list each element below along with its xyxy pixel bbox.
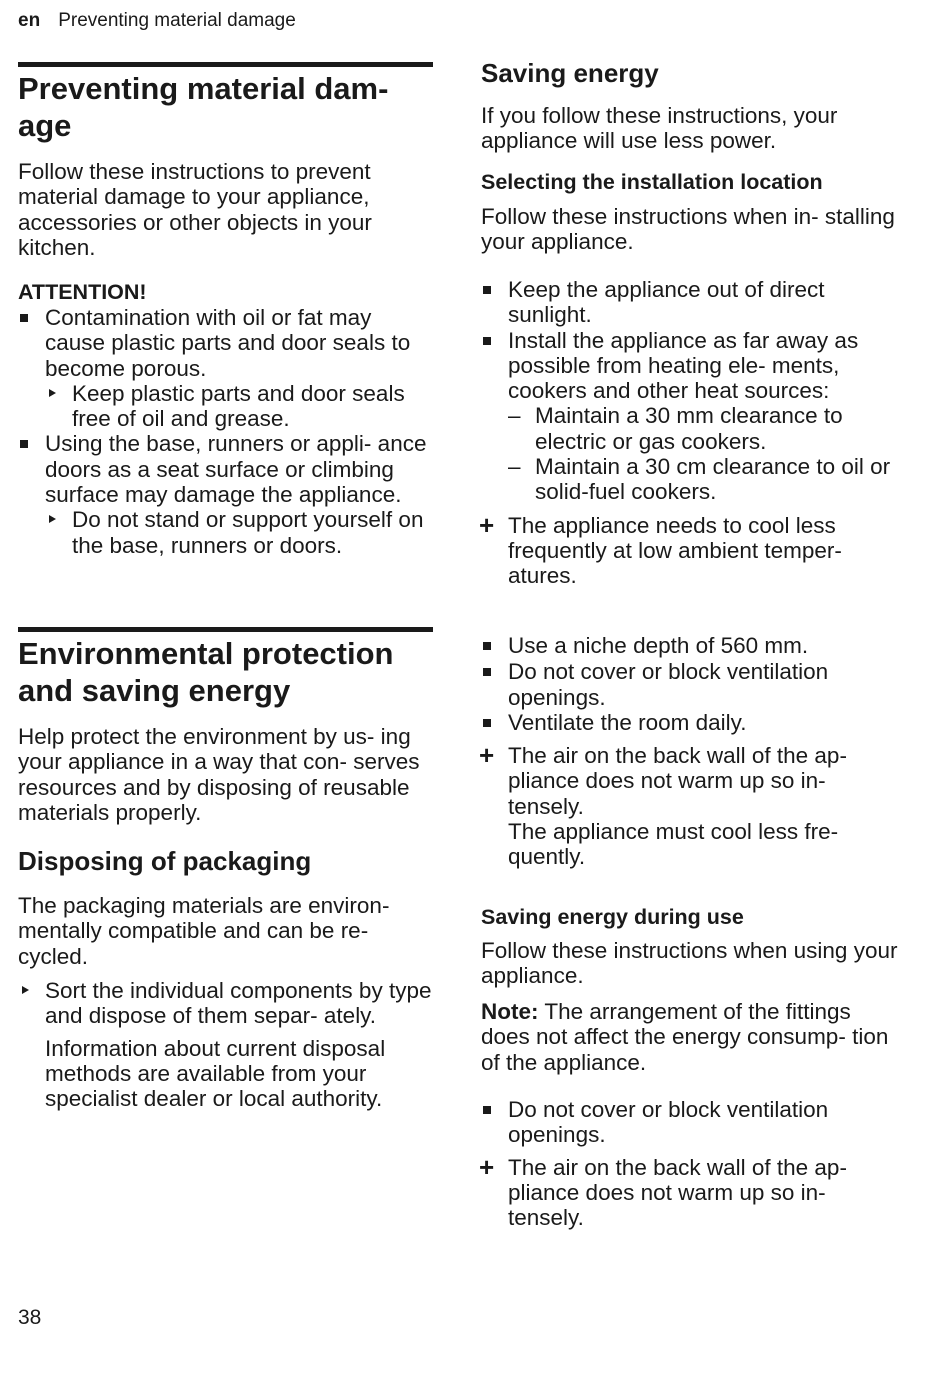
dash-item: – Maintain a 30 mm clearance to electric or gas cookers. bbox=[508, 403, 843, 454]
result-item: + The air on the back wall of the ap- pliance does not warm up so in- tensely. bbox=[479, 1151, 847, 1231]
action-item: Do not stand or support yourself on the base, runners or doors. bbox=[45, 507, 433, 558]
arrow-right-icon bbox=[22, 986, 29, 994]
section-rule bbox=[18, 627, 433, 632]
plus-icon: + bbox=[479, 509, 495, 540]
bullet-square-icon bbox=[483, 337, 491, 345]
plus-icon: + bbox=[479, 740, 495, 771]
result-item: + The appliance needs to cool less frequently at low ambient temper- atures. bbox=[479, 509, 842, 589]
note-text: The arrangement of the fittings does not affect the energy consump- tion of the appliance. bbox=[481, 999, 889, 1075]
bullet-square-icon bbox=[20, 440, 28, 448]
heading-saving-energy: Saving energy bbox=[481, 58, 659, 88]
bullet-square-icon bbox=[483, 719, 491, 727]
info-paragraph: Information about current disposal methods are available from your specialist dealer or local authority. bbox=[45, 1035, 386, 1112]
bullet-square-icon bbox=[20, 314, 28, 322]
language-code: en bbox=[18, 10, 41, 31]
dash-icon: – bbox=[508, 454, 521, 480]
bullet-square-icon bbox=[483, 642, 491, 650]
arrow-right-icon bbox=[49, 389, 56, 397]
action-item: Keep plastic parts and door seals free of oil and grease. bbox=[45, 381, 433, 432]
list-item: Ventilate the room daily. bbox=[481, 710, 901, 735]
list-item: Install the appliance as far away as possible from heating ele- ments, cookers and other heat sources: bbox=[481, 328, 901, 404]
heading-preventing-damage: Preventing material dam- age bbox=[18, 71, 389, 143]
bullet-square-icon bbox=[483, 668, 491, 676]
heading-environmental-protection: Environmental protection and saving energy bbox=[18, 636, 394, 708]
intro-disposing-packaging: The packaging materials are environ- mentally compatible and can be re- cycled. bbox=[18, 893, 390, 969]
note-label: Note: bbox=[481, 999, 539, 1024]
list-item: Keep the appliance out of direct sunlight. bbox=[481, 277, 901, 328]
bullet-square-icon bbox=[483, 286, 491, 294]
bullet-square-icon bbox=[483, 1106, 491, 1114]
heading-disposing-packaging: Disposing of packaging bbox=[18, 846, 312, 876]
dash-icon: – bbox=[508, 403, 521, 429]
result-item: + The air on the back wall of the ap- pliance does not warm up so in- tensely. bbox=[479, 740, 847, 819]
note-paragraph bbox=[481, 999, 901, 1075]
header-section: Preventing material damage bbox=[58, 10, 296, 31]
list-item: Contamination with oil or fat may cause plastic parts and door seals to become porous. bbox=[18, 305, 433, 381]
result-continuation: The appliance must cool less fre- quently. bbox=[508, 819, 839, 870]
list-item: Use a niche depth of 560 mm. bbox=[481, 633, 901, 658]
intro-saving-energy-during-use: Follow these instructions when using your appliance. bbox=[481, 938, 898, 989]
intro-preventing-damage: Follow these instructions to prevent material damage to your appliance, accessories or other objects in your kitchen. bbox=[18, 159, 372, 260]
intro-installation-location: Follow these instructions when in- stalling your appliance. bbox=[481, 204, 895, 255]
plus-icon: + bbox=[479, 1151, 495, 1182]
intro-environmental-protection: Help protect the environment by us- ing your appliance in a way that con- serves resources and by disposing of reusable materials properly. bbox=[18, 724, 420, 825]
section-rule bbox=[18, 62, 433, 67]
heading-saving-energy-during-use: Saving energy during use bbox=[481, 905, 744, 929]
action-item: Sort the individual components by type and dispose of them separ- ately. bbox=[18, 978, 433, 1029]
list-item: Do not cover or block ventilation openings. bbox=[481, 1097, 901, 1148]
list-item: Do not cover or block ventilation openings. bbox=[481, 659, 901, 710]
page-number: 38 bbox=[18, 1306, 42, 1329]
attention-label: ATTENTION! bbox=[18, 280, 147, 304]
dash-item: – Maintain a 30 cm clearance to oil or solid-fuel cookers. bbox=[508, 454, 891, 505]
page-header bbox=[18, 9, 296, 33]
list-item: Using the base, runners or appli- ance doors as a seat surface or climbing surface may damage the appliance. bbox=[18, 431, 433, 507]
arrow-right-icon bbox=[49, 515, 56, 523]
heading-installation-location: Selecting the installation location bbox=[481, 170, 823, 194]
intro-saving-energy: If you follow these instructions, your appliance will use less power. bbox=[481, 103, 838, 154]
